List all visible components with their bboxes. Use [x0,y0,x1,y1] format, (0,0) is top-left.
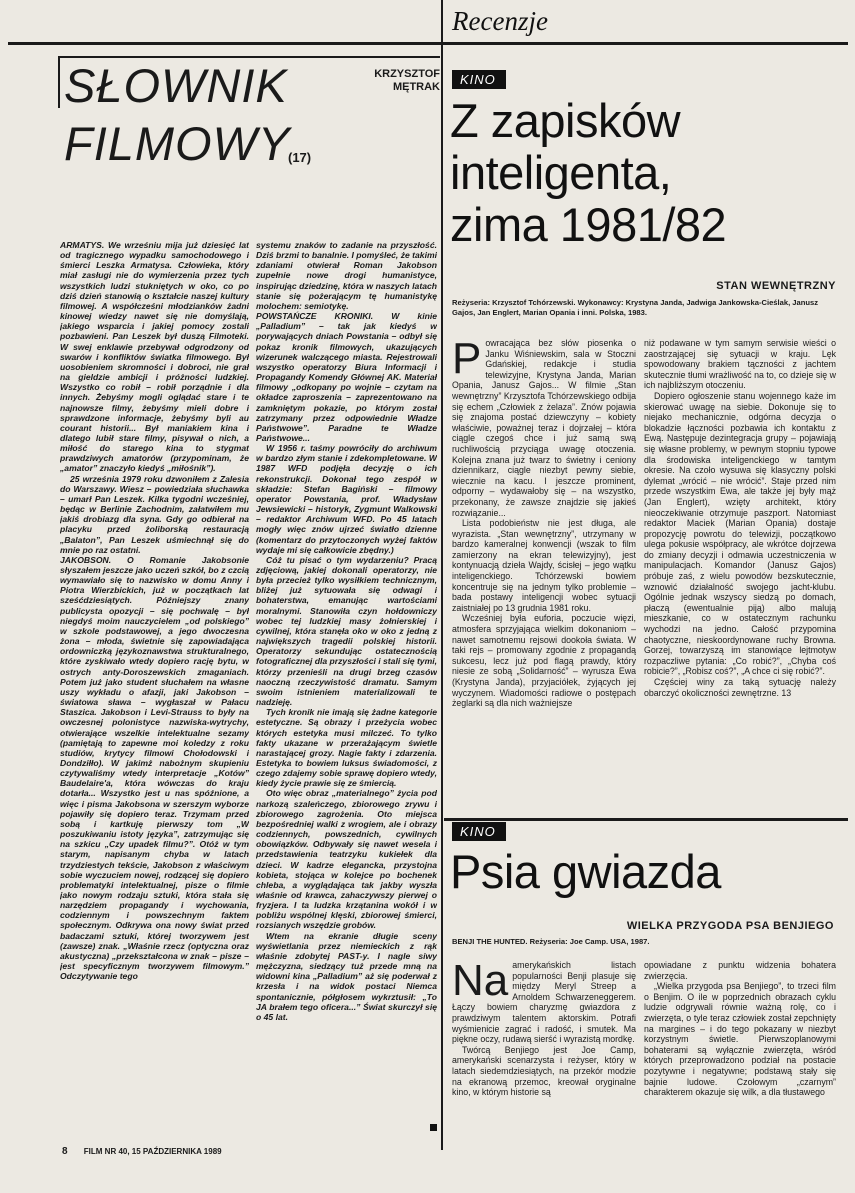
author-line2: MĘTRAK [392,81,440,93]
paragraph: „Wielka przygoda psa Benjiego”, to trzeci film o Benjim. O ile w poprzednich obrazach cyklu ludzie odgrywali równie ważną rolę, co i zwierzęta, o tyle teraz człowiek został zepchnięty na margines – i do tego pokazany w niezbyt korzystnym świetle. Pierwszoplanowymi bohaterami są wyłącznie zwierzęta, wśród których przeprowadzono podział na postacie pozytywne i negatywne; podstawą stały się bajnie ludowe. Czołowym „czarnym” charakterem okazuje się wilk, a dla tłustawego [644,981,836,1098]
paragraph: opowiadane z punktu widzenia bohatera zwierzęcia. [644,960,836,981]
paragraph: Wcześniej była euforia, poczucie więzi, atmosfera sprzyjająca wielkim dokonaniom – nawet samotnemu rejsowi dookoła świata. W taki rejs – promowany zgodnie z propagandą sukcesu, lecz już pod flagą prawdy, który niesie ze sobą „Solidarność” – wyrusza Ewa (Krystyna Janda), przyjaciółek, żyjących jej wyczynem. Wiadomości radiowe o postępach żeglarki są dla nich ważniejsze [452,613,636,709]
headline-line3: zima 1981/82 [450,198,727,251]
paragraph: Dopiero ogłoszenie stanu wojennego każe im skierować uwagę na siebie. Dokonuje się to niejako mechanicznie, odgórna decyzja o blokadzie łączności pozbawia ich kontaktu z Ewą. Następuje dezintegracja grupy – pojawiają się własne problemy, w pewnym stopniu typowe dla środowiska inteligenckiego w tamtym okresie. Na czoło wysuwa się klasyczny polski dylemat „wrócić – nie wrócić”. Staje przed nim przede wszystkim Ewa, ale także jej były mąż (Jan Englert), wzięty architekt, który nieoczekiwanie otrzymuje paszport. Natomiast redaktor Maciek (Marian Opania) dostaje propozycję powrotu do telewizji, początkowo ulega pokusie współpracy, ale wkrótce dojrzewa do zmiany decyzji i odmawia uczestniczenia w manipulacjach. Komandor (Janusz Gajos) próbuje zaś, z wielu powodów bezskutecznie, wznowić działalność swojego jacht-klubu. Ogólnie jednak wszyscy siedzą po domach, płaczą (ewentualnie piją) albo malują mieszkanie, co w ostatecznym rachunku wychodzi na jedno. Całość przypomina chaotyczne, nieskoordynowane ruchy Browna. Gorzej, towarzyszą im stanowiące lejtmotyw rozpaczliwe pytania: „Co robić?”, „Chyba coś robicie?”, „Robisz coś?”, „A chce ci się robić?”. [644,390,836,677]
paragraph: owracająca bez słów piosenka o Janku Wiśniewskim, sala w Stoczni Gdańskiej, redakcje i studia telewizyjne, Krystyna Janda, Marian Opania, Janusz Gajos... W filmie „Stan wewnętrzny” Krzysztofa Tchórzewskiego odbija się echem „Człowiek z żelaza”. Znów pojawia się znajoma postać dziewczyny – kobiety właściwie, poważnej teraz i dojrzałej – która ciągle czegoś chce i już samą swą ruchliwością przyciąga uwagę otoczenia. Kolejna znana już twarz to świetny i ceniony dziennikarz, ciągle niezbyt pewny siebie, wiecznie na kacu. I jeszcze prominent, odporny – wydawałoby się – na wszystko, przekonany, że zawsze znajdzie się jakieś rozwiązanie... [452,338,636,518]
review1-column-2 [644,338,836,813]
review2-credits: BENJI THE HUNTED. Reżyseria: Joe Camp. USA, 1987. [452,937,650,946]
review-separator [444,818,848,821]
paragraph: Lista podobieństw nie jest długa, ale wyrazista. „Stan wewnętrzny”, utrzymany w bardzo kameralnej konwencji (wszak to film zamierzony na ekran telewizyjny), jest kontynuacją dzieła Wajdy, ścisłej – jego wątku inteligenckiego. Tchórzewski bowiem koncentruje się na jednym tylko problemie – bada postawy inteligencji wobec sytuacji zaistniałej po 13 grudnia 1981 roku. [452,518,636,613]
paragraph: Tych kronik nie imają się żadne kategorie estetyczne. Są obrazy i przeżycia wobec których estetyka musi milczeć. To tylko fakty ukazane w przerażającym świetle narastającej grozy. Nagie fakty i zdarzenia. Estetyka to bowiem luksus świadomości, z czego zdajemy sobie sprawę dopiero wtedy, kiedy życie prawie się ze śmiercią. [256,707,437,789]
review2-author: WIELKA PRZYGODA PSA BENJIEGO [626,920,834,932]
paragraph: Oto więc obraz „materialnego” życia pod narkozą szaleńczego, zbiorowego zrywu i zbiorowego zagrożenia. Oto miejsca bezpośredniej walki z wrogiem, ale i obrazy codziennych, powszednich, cywilnych obowiązków. Odbywały się nawet wesela i przedstawienia teatrzyku kukiełek dla dzieci. W kadrze elegancka, przystojna kobieta, stojąca w kolejce po bochenek chleba, a wyglądająca tak jakby wyszła właśnie od krawca, zahaczywszy pierwej o fryzjera. I ta ludzka krzątanina wokół i w pobliżu wspólnej klęski, zbiorowej śmierci, rozsianych wszędzie grobów. [256,788,437,931]
paragraph: niż podawane w tym samym serwisie wieści o zaostrzającej się sytuacji w kraju. Lęk spowodowany brakiem tączności z jachtem skutecznie tłumi wrażliwość na to, co dzieje się w ich najbliższym otoczeniu. [644,338,836,391]
slownik-column-1 [60,240,249,1150]
slownik-title-line1: SŁOWNIK [64,59,288,112]
review2-column-1 [452,960,636,1145]
headline-line1: Z zapisków [450,94,681,147]
paragraph: systemu znaków to zadanie na przyszłość. Dziś brzmi to banalnie. I pomyśleć, że takimi zdaniami otwierał Roman Jakobson zupełnie nowe drogi humanistyce, inspirując dziedzinę, która w naszych latach stanie się pożerającym tę humanistykę molochem: semiotykę. [256,240,437,311]
slownik-top-rule [58,56,440,58]
headline-line2: inteligenta, [450,146,672,199]
dropcap: Na [452,960,509,1005]
kino-label-1: KINO [452,70,506,89]
paragraph: POWSTAŃCZE KRONIKI. W kinie „Palladium” – tak jak kiedyś w porywających dniach Powstania – odbył się pokaz kronik filmowych, ukazujących wizerunek walczącego miasta. Rejestrowali wszystko operatorzy Biura Informacji i Propagandy Komendy Głównej AK. Materiał filmowy „odkopany po wojnie – czytam na okładce zaproszenia – zaprezentowano na zamkniętym pokazie, po którym został zatrzymany przez odpowiednie Władze Państwowe”. Paradne te Władze Państwowe... [256,311,437,443]
paragraph: ARMATYS. We wrześniu mija już dziesięć lat od tragicznego wypadku samochodowego i śmierci Leszka Armatysa. Człowieka, który miał zasługi nie do wymierzenia przez tych wszystkich ludzi stukniętych w oko, co po dziś dzień stanowią o kształcie naszej kultury filmowej. A współcześni młodzianków żadni kinowej wiedzy nawet się nie domyślają, jakiego wsparcia i jakiej pomocy zostali pozbawieni. Pan Leszek był duszą Filmoteki. W swej enklawie przebywał odgrodzony od swarów i konfliktów światka filmowego. Był uosobieniem skromności i dobroci, nie grał na gieldzie ambicji i próżności ludzkiej. Wszystko co robił – robił porządnie i dla innych. Żebyśmy mogli oglądać stare i te najnowsze filmy, żebyśmy mieli dobre i sprawdzone informacje, żebyśmy byli au courant historii... Był maniakiem kina i dlatego lubił stare filmy, pisywał o nich, a miłość do starego kina to stygmat prawdziwych amatorów (przypominam, że „amator” znaczyło kiedyś „miłośnik”). [60,240,249,474]
slownik-number: (17) [288,150,312,165]
paragraph: Wtem na ekranie długie sceny wyświetlania przez niemieckich z rąk właśnie zdobytej PAST-y. I nagle siwy mężczyzna, siedzący tuż przede mną na widowni kina „Palladium” aż się poderwał z krzesła i na widok postaci Niemca spontanicznie, półgłosem wykrztusił: „To JA brałem tego oficera...” Świat skurczył się o 45 lat. [256,930,437,1022]
page-number: 8 [62,1146,68,1157]
review1-headline [450,95,726,251]
paragraph: JAKOBSON. O Romanie Jakobsonie słyszałem jeszcze jako uczeń szkół, bo z czcią wymawiało się to nazwisko w domu Anny i Piotra Wierzbickich, już w początkach lat sześćdziesiątych. Późniejszy znany publicysta opozycji – się pochwalę – był niegdyś moim nauczycielem „od polskiego” w szkole podstawowej, a jego dwoczesna żona – młoda, świetnie się zapowiadająca ordowniczką językoznawstwa strukturalnego, które zyskiwało wtedy dopiero rację bytu, w ostrych anty-Doroszewskich zmaganiach. Potem już jako student słuchałem na własne uszy wykładu o afazji, jaki Jakobson – światowa sława – wygłaszał w Pałacu Staszica. Jakobson i Levi-Strauss to były na owczesnej polonistyce nazwiska-wytrychy, otwierające wszelkie intelektualne sezamy (pamiętają to zapewne moi koledzy z roku studiów, krytycy filmowi Chołodowski i Dondziłło). W jakimż nabożnym skupieniu czytywaliśmy wtedy interpretacje „Kotów” Baudelaire'a, która wówczas do kraju dotarła... Wszystko jest u nas spóźnione, a więc i pisma Jakobsona w szerszym wyborze pojawiły się dopiero teraz. Trzymam przed sobą i kartkuję pierwszy tom „W poszukiwaniu istoty języka”, zatrzymując się na szkicu „Czy upadek filmu?”. Otóż w tym starym, napisanym chyba w latach trzydziestych tekście, Jakobson z właściwym sobie wyczuciem nowej, rodzącej się dopiero problematyki intelektualnej, pisze o filmie jako nowym rodzaju sztuki, która stała się narzędziem propagandy i wychowania, codziennym i powszechnym faktem społecznym. Odkrywa ona nowy świat przed badaczami sztuki, której tworzywem jest (zawsze) znak. „Właśnie rzecz (optyczna oraz akustyczna) „przekształcona w znak – pisze – jest specyficznym tworzywem filmowym.” Odczytywanie tego [60,554,249,982]
section-title: Recenzje [452,6,548,36]
paragraph: W 1956 r. taśmy powróciły do archiwum w bardzo złym stanie i zdekompletowane. W 1987 WFD podjęła decyzję o ich rekonstrukcji. Dokonał tego zespół w składzie: Stefan Bagiński – filmowy operator Powstania, prof. Władysław Jewsiewicki – historyk, Zygmunt Walkowski – redaktor Archiwum WFD. Po 45 latach mogły więc znów ujrzeć światło dzienne (komentarz do przytoczonych wyżej faktów wydaje mi się całkowicie zbędny.) [256,443,437,555]
paragraph: 25 września 1979 roku dzwoniłem z Zalesia do Warszawy. Wiesz – powiedziała słuchawka – umarł Pan Leszek. Kilka tygodni wcześniej, będąc w Berlinie Zachodnim, załatwiłem mu jakiś drobiazg dla syna. Gdy go odbierał na placyku przed żoliborską restauracją „Balaton”, Pan Leszek uśmiechnął się do mnie po raz ostatni. [60,473,249,555]
slownik-title-line2: FILMOWY [64,117,291,170]
paragraph: Częściej winy za taką sytuację należy obarczyć okoliczności zewnętrzne. 13 [644,677,836,698]
review1-column-1 [452,338,636,813]
dropcap: P [452,338,482,383]
end-mark-icon [430,1124,437,1131]
review2-column-2 [644,960,836,1145]
author-line1: KRZYSZTOF [374,68,440,80]
header-rule [8,42,848,45]
slownik-author [364,68,440,94]
slownik-column-2 [256,240,437,1120]
review1-credits: Reżyseria: Krzysztof Tchórzewski. Wykonawcy: Krystyna Janda, Jadwiga Jankowska-Cieślak, Janusz Gajos, Jan Englert, Marian Opania i inni. Polska, 1983. [452,298,819,317]
paragraph: Cóż tu pisać o tym wydarzeniu? Pracą zdjęciową, jakiej dokonali operatorzy, nie była przecież tylko wysiłkiem technicznym, bliżej już sytuowała się odwagi i bohaterstwa, emanując wartościami moralnymi. Stanowiła czyn hołdowniczy wobec tej ludzkiej masy żołnierskiej i cywilnej, która stanęła oko w oko z jedną z największych tragedii polskiej historii. Operatorzy sekundując ostatecznością fotograficznej dla przyszłości i stali się tymi, którzy przenieśli na drugi brzeg czasów naoczną rzeczywistość dramatu. Samym swoim istnieniem materializowali te nadzieję. [256,554,437,708]
review1-author: STAN WEWNĘTRZNY [716,280,836,292]
vertical-divider [441,0,443,1150]
paragraph: amerykańskich listach popularności Benji plasuje się między Meryl Streep a Arnoldem Schwarzeneggerem. Łączy bowiem charyzmę gwiazdora z prawdziwym talentem aktorskim. Potrafi wyśmienicie zagrać i radość, i smutek. Ma piękne oczy, rudawą sierść i wyrazistą mordkę. [452,960,636,1045]
issue-info: FILM NR 40, 15 PAŹDZIERNIKA 1989 [83,1147,222,1156]
review2-headline: Psia gwiazda [450,845,721,898]
paragraph: Twórcą Benjiego jest Joe Camp, amerykański scenarzysta i reżyser, który w latach siedemdziesiątych, na przekór modzie na ekranową przemoc, kreował oryginalne kino, w którym historie są [452,1044,636,1098]
footer [62,1146,222,1157]
slownik-left-bar [58,58,60,108]
kino-label-2: KINO [452,822,506,841]
